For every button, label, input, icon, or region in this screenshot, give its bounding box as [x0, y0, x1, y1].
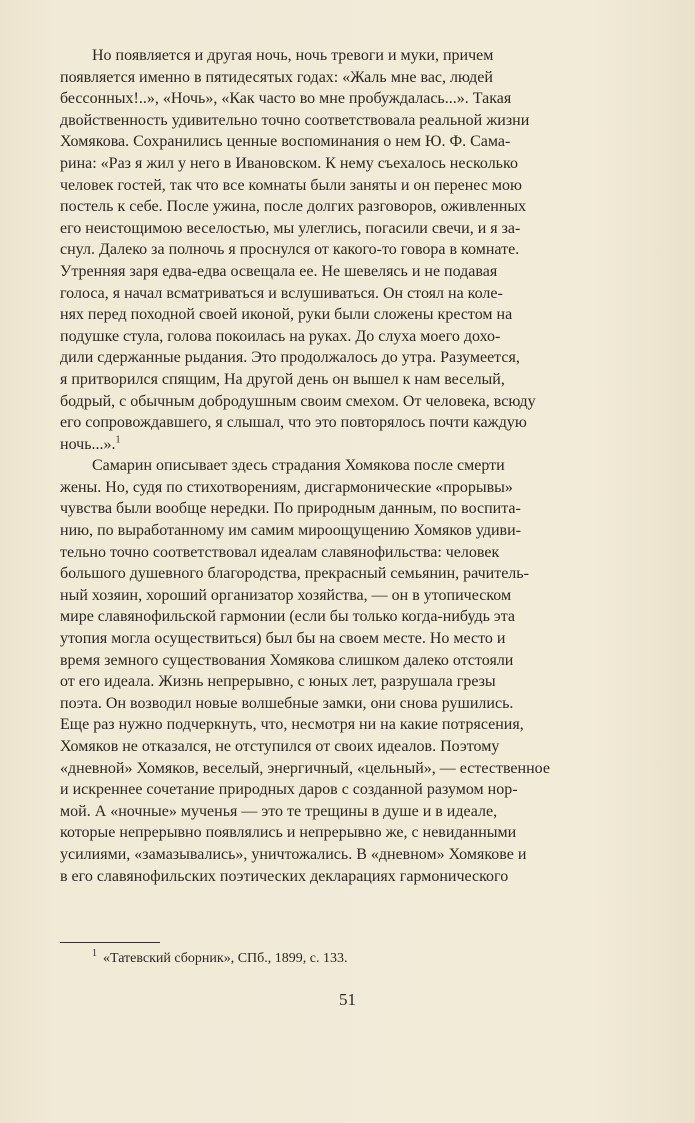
text-line: бодрый, с обычным добродушным своим смехом. От человека, всюду: [60, 392, 536, 410]
text-line: человек гостей, так что все комнаты были заняты и он перенес мою: [60, 176, 522, 194]
text-line: усилиями, «замазывались», уничтожались. В «дневном» Хомякове и: [60, 845, 527, 863]
text-line: мой. А «ночные» мученья — это те трещины в душе и в идеале,: [60, 802, 498, 820]
text-line: чувства были вообще нередки. По природным данным, по воспита-: [60, 500, 521, 518]
text-line: его сопровождавшего, я слышал, что это повторялось почти каждую: [60, 414, 527, 432]
text-line: и искреннее сочетание природных даров с созданной разумом нор-: [60, 781, 518, 799]
footnote: [92, 950, 348, 968]
text-line-last: [60, 434, 638, 456]
text-line: которые непрерывно появлялись и непрерывно же, с невиданными: [60, 824, 517, 842]
text-line-content: ночь...».: [60, 435, 116, 453]
text-line: мире славянофильской гармонии (если бы только когда-нибудь эта: [60, 608, 516, 626]
text-line: ный хозяин, хороший организатор хозяйства, — он в утопическом: [60, 586, 512, 604]
text-line: утопия могла осуществиться) был бы на своем месте. Но место и: [60, 630, 506, 648]
text-line: бессонных!..», «Ночь», «Как часто во мне пробуждалась...». Такая: [60, 90, 512, 108]
footnote-number: 1: [92, 948, 97, 960]
text-line: нях перед походной своей иконой, руки были сложены крестом на: [60, 306, 513, 324]
text-line: большого душевного благородства, прекрасный семьянин, рачитель-: [60, 565, 529, 583]
text-line: снул. Далеко за полночь я проснулся от какого-то говора в комнате.: [60, 241, 520, 259]
text-line: жены. Но, судя по стихотворениям, дисгармонические «прорывы»: [60, 478, 513, 496]
text-line: его неистощимою веселостью, мы улеглись, погасили свечи, и я за-: [60, 219, 521, 237]
text-line: поэта. Он возводил новые волшебные замки, они снова рушились.: [60, 694, 514, 712]
footnote-divider: [60, 942, 160, 943]
text-line: голоса, я начал всматриваться и вслушиваться. Он стоял на коле-: [60, 284, 503, 302]
text-line: постель к себе. После ужина, после долгих разговоров, оживленных: [60, 198, 527, 216]
text-line: появляется именно в пятидесятых годах: «Жаль мне вас, людей: [60, 68, 493, 86]
text-line: Хомякова. Сохранились ценные воспоминания о нем Ю. Ф. Сама-: [60, 133, 511, 151]
footnote-reference: 1: [115, 434, 121, 446]
text-line: тельно точно соответствовал идеалам славянофильства: человек: [60, 543, 500, 561]
text-line: время земного существования Хомякова слишком далеко отстояли: [60, 651, 514, 669]
text-line: двойственность удивительно точно соответствовала реальной жизни: [60, 111, 530, 129]
text-line: Хомяков не отказался, не отступился от своих идеалов. Поэтому: [60, 738, 500, 755]
text-line: Утренняя заря едва-едва освещала ее. Не шевелясь и не подавая: [60, 262, 498, 280]
text-line: от его идеала. Жизнь непрерывно, с юных лет, разрушала грезы: [60, 673, 496, 691]
text-line: «дневной» Хомяков, веселый, энергичный, «цельный», — естественное: [60, 759, 550, 777]
text-line: Самарин описывает здесь страдания Хомякова после смерти: [92, 457, 505, 475]
footnote-text: «Татевский сборник», СПб., 1899, с. 133.: [103, 951, 348, 966]
text-line: Еще раз нужно подчеркнуть, что, несмотря ни на какие потрясения,: [60, 716, 524, 734]
page-number: 51: [339, 990, 356, 1009]
text-line: Но появляется и другая ночь, ночь тревоги и муки, причем: [92, 47, 494, 64]
text-line: я притворился спящим, На другой день он вышел к нам веселый,: [60, 370, 505, 388]
text-line: дили сдержанные рыдания. Это продолжалось до утра. Разумеется,: [60, 349, 520, 367]
text-line: рина: «Раз я жил у него в Ивановском. К нему съехалось несколько: [60, 154, 518, 172]
paragraph-2: [60, 455, 638, 887]
body-text: [60, 45, 638, 887]
text-line: в его славянофильских поэтических декларациях гармонического: [60, 867, 509, 885]
text-line: нию, по выработанному им самим мироощущению Хомяков удиви-: [60, 522, 521, 540]
paragraph-1: [60, 45, 638, 455]
text-line: подушке стула, голова покоилась на руках. До слуха моего дохо-: [60, 327, 501, 345]
